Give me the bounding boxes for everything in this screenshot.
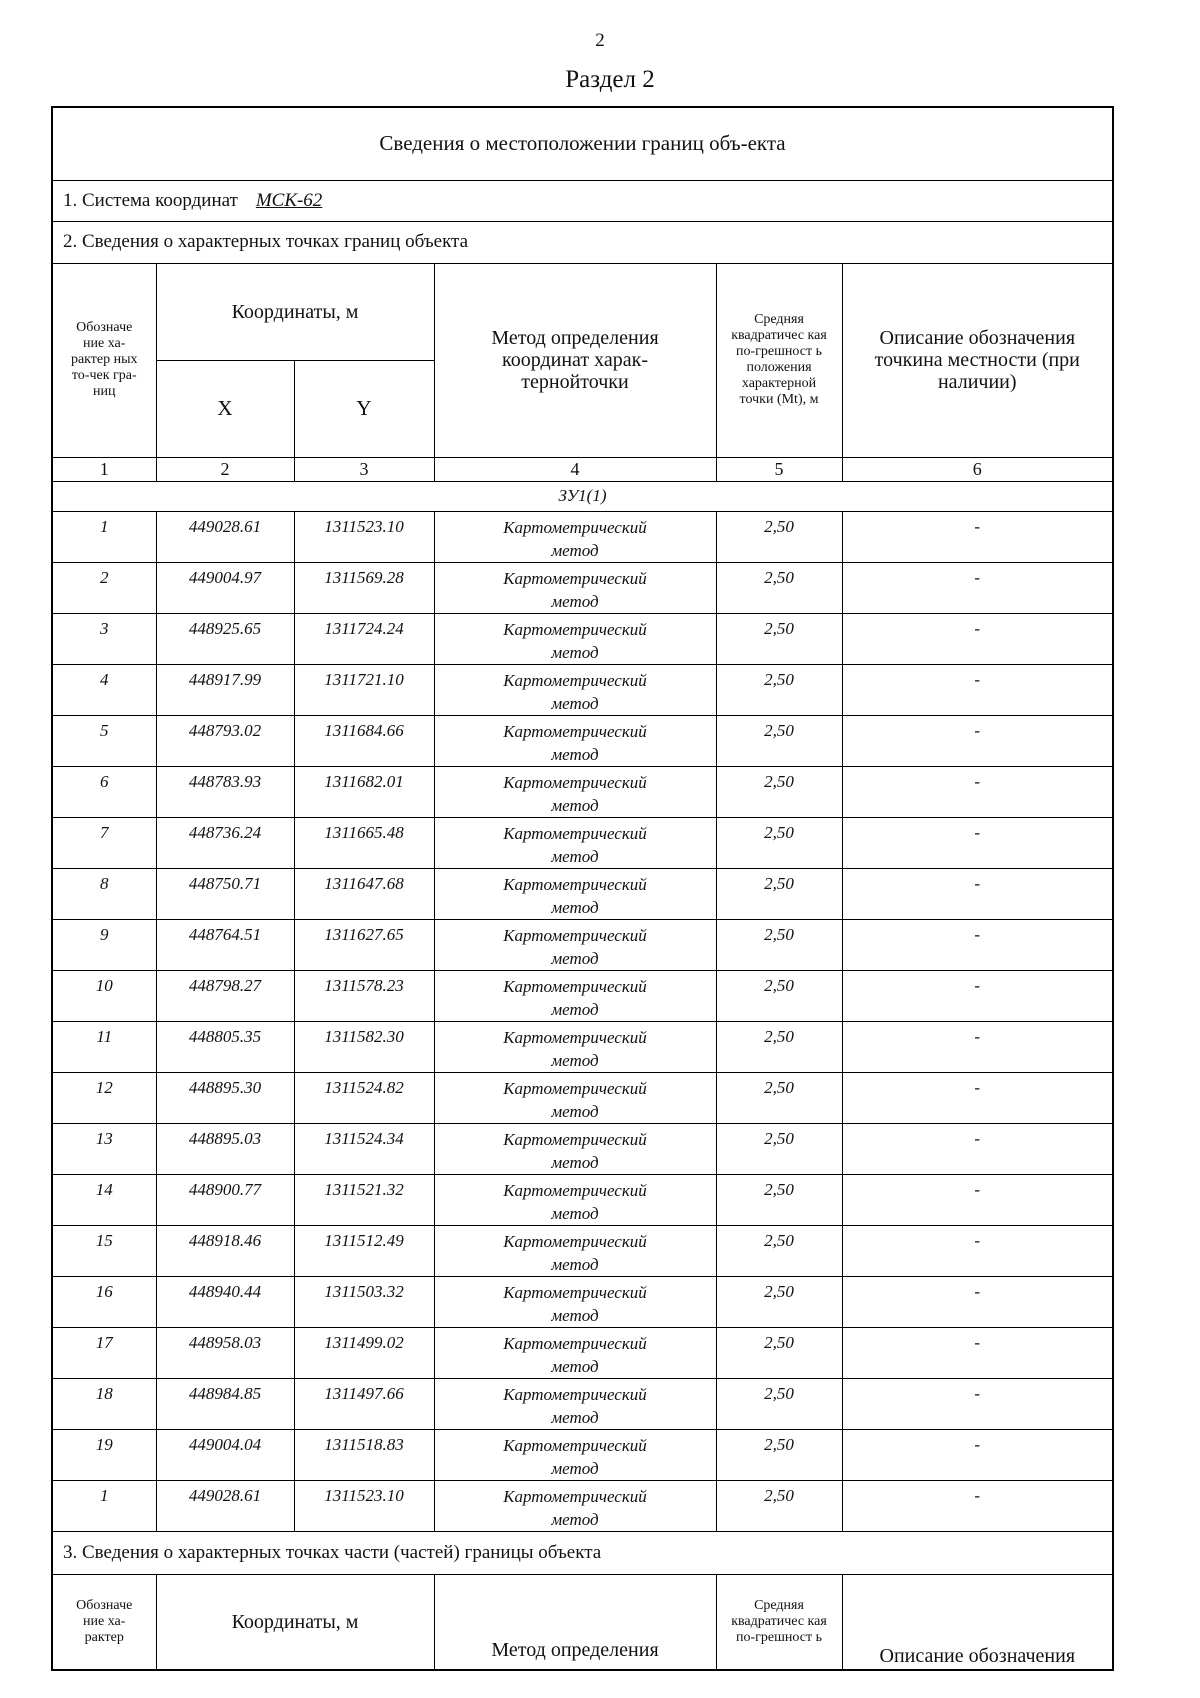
coord-y-cell [294,1429,434,1480]
method-cell [434,1174,716,1225]
point-number-cell [52,919,156,970]
mt-error-cell [716,817,842,868]
mt-error-cell [716,1276,842,1327]
coord-x: 448798.27 [188,975,262,995]
coord-y: 1311724.24 [324,618,404,638]
coord-y: 1311627.65 [324,924,404,944]
coord-x-cell [156,562,294,613]
table-row [52,1123,1113,1174]
point-description-cell [842,613,1113,664]
point-description: - [974,1128,981,1148]
mt-error-cell [716,919,842,970]
coord-x: 448895.03 [188,1128,262,1148]
coord-y: 1311682.01 [324,771,404,791]
table-row [52,1429,1113,1480]
point-description: - [974,669,981,689]
column-number: 1 [52,457,156,481]
point-number: 9 [100,924,109,944]
mt-error: 2,50 [764,1434,794,1454]
table-row [52,919,1113,970]
point-description-cell [842,1174,1113,1225]
point-number: 2 [100,567,109,587]
coord-x: 448805.35 [188,1026,262,1046]
method-cell [434,1021,716,1072]
coord-y: 1311499.02 [324,1332,404,1352]
point-number-cell [52,715,156,766]
method: Картометрический метод [503,1486,647,1529]
point-number: 3 [100,618,109,638]
table-row [52,613,1113,664]
method-cell [434,868,716,919]
point-description: - [974,1332,981,1352]
mt-error-cell [716,1225,842,1276]
table-row [52,1225,1113,1276]
method: Картометрический метод [503,874,647,917]
mt-error: 2,50 [764,1485,794,1505]
method-cell [434,715,716,766]
header-error [716,263,842,457]
table-row [52,1174,1113,1225]
coord-x: 448736.24 [188,822,262,842]
method: Картометрический метод [503,619,647,662]
mt-error: 2,50 [764,669,794,689]
point-number-cell [52,1021,156,1072]
mt-error-cell [716,664,842,715]
point-number-cell [52,1378,156,1429]
coord-x-cell [156,1378,294,1429]
point-description: - [974,873,981,893]
coord-x-cell [156,970,294,1021]
table-row [52,1480,1113,1531]
method: Картометрический метод [503,772,647,815]
header-description [842,263,1113,457]
coord-x: 448793.02 [188,720,262,740]
point-description: - [974,516,981,536]
section3-header-error-text: Средняя квадратичес кая по-грешност ь [731,1597,827,1645]
method: Картометрический метод [503,1333,647,1376]
method: Картометрический метод [503,1435,647,1478]
section-title: Раздел 2 [565,66,655,93]
header-error-text: Средняя квадратичес кая по-грешност ь положения характерной точки (Mt), м [731,312,827,407]
coord-y: 1311524.82 [324,1077,404,1097]
coord-y-cell [294,1072,434,1123]
coord-x-cell [156,766,294,817]
method: Картометрический метод [503,925,647,968]
coord-x-cell [156,1021,294,1072]
point-description-cell [842,1072,1113,1123]
mt-error: 2,50 [764,1026,794,1046]
mt-error: 2,50 [764,1281,794,1301]
point-description-cell [842,1327,1113,1378]
coord-y: 1311503.32 [324,1281,404,1301]
coord-y: 1311721.10 [324,669,404,689]
method-cell [434,817,716,868]
coord-y: 1311497.66 [324,1383,404,1403]
point-description-cell [842,1225,1113,1276]
column-number: 6 [842,457,1113,481]
coord-x: 448900.77 [188,1179,262,1199]
section3-header-designation [52,1574,156,1670]
point-description: - [974,1077,981,1097]
coord-x-cell [156,715,294,766]
coord-x: 448917.99 [188,669,262,689]
point-description: - [974,1434,981,1454]
coord-y-cell [294,817,434,868]
mt-error-cell [716,766,842,817]
section3-header-description: Описание обозначения [842,1574,1113,1670]
header-y: Y [294,360,434,457]
point-number: 4 [100,669,109,689]
coord-y-cell [294,664,434,715]
point-description: - [974,1281,981,1301]
method: Картометрический метод [503,1384,647,1427]
point-number: 11 [96,1026,113,1046]
coord-y-cell [294,970,434,1021]
point-description: - [974,822,981,842]
point-number-cell [52,868,156,919]
point-description: - [974,720,981,740]
point-number: 13 [95,1128,113,1148]
point-number-cell [52,562,156,613]
header-coords: Координаты, м [156,263,434,360]
coord-y-cell [294,1174,434,1225]
point-description-cell [842,562,1113,613]
point-number-cell [52,664,156,715]
method-cell [434,613,716,664]
point-description: - [974,1230,981,1250]
point-number: 15 [95,1230,113,1250]
coord-y: 1311523.10 [324,1485,404,1505]
point-description-cell [842,766,1113,817]
point-number-cell [52,613,156,664]
coord-y: 1311647.68 [324,873,404,893]
mt-error-cell [716,970,842,1021]
method: Картометрический метод [503,1078,647,1121]
point-description-cell [842,715,1113,766]
table-row [52,1378,1113,1429]
header-method [434,263,716,457]
table-row [52,1072,1113,1123]
point-description: - [974,771,981,791]
mt-error-cell [716,1123,842,1174]
point-number: 8 [100,873,109,893]
point-description-cell [842,1276,1113,1327]
column-number: 4 [434,457,716,481]
point-description: - [974,1485,981,1505]
group-label: ЗУ1(1) [52,481,1113,511]
point-description-cell [842,511,1113,562]
point-description-cell [842,817,1113,868]
point-number-cell [52,1480,156,1531]
coord-y-cell [294,562,434,613]
coord-y: 1311665.48 [324,822,404,842]
mt-error: 2,50 [764,720,794,740]
method-cell [434,1276,716,1327]
method-cell [434,1480,716,1531]
method-cell [434,1327,716,1378]
header-method-text: Метод определения координат харак-тернойточки [491,327,659,393]
point-description-cell [842,919,1113,970]
point-description-cell [842,1378,1113,1429]
coord-y-cell [294,1021,434,1072]
method: Картометрический метод [503,568,647,611]
mt-error-cell [716,1378,842,1429]
point-description-cell [842,868,1113,919]
mt-error-cell [716,562,842,613]
method: Картометрический метод [503,670,647,713]
point-description-cell [842,1021,1113,1072]
mt-error-cell [716,511,842,562]
coord-y-cell [294,1327,434,1378]
mt-error: 2,50 [764,1128,794,1148]
point-number: 12 [95,1077,113,1097]
table-row [52,817,1113,868]
coord-y-cell [294,1123,434,1174]
point-number-cell [52,1429,156,1480]
page-number: 2 [595,30,605,51]
coord-y-cell [294,1378,434,1429]
mt-error: 2,50 [764,1077,794,1097]
point-description-cell [842,1429,1113,1480]
point-number: 1 [100,516,109,536]
coord-x: 449028.61 [188,1485,262,1505]
coord-x: 448918.46 [188,1230,262,1250]
point-description: - [974,1383,981,1403]
coord-y: 1311521.32 [324,1179,404,1199]
coord-y-cell [294,715,434,766]
section3-header-coords: Координаты, м [156,1574,434,1670]
coord-x-cell [156,1174,294,1225]
coord-y-cell [294,613,434,664]
point-number-cell [52,1174,156,1225]
method: Картометрический метод [503,721,647,764]
table-row [52,511,1113,562]
mt-error-cell [716,1174,842,1225]
coord-system-value: МСК-62 [255,189,323,211]
mt-error: 2,50 [764,873,794,893]
coord-y: 1311524.34 [324,1128,404,1148]
mt-error: 2,50 [764,924,794,944]
mt-error: 2,50 [764,1383,794,1403]
mt-error: 2,50 [764,567,794,587]
section3-header-designation-text: Обозначе ние ха-рактер [76,1597,133,1645]
mt-error: 2,50 [764,516,794,536]
mt-error-cell [716,715,842,766]
section3-header-method: Метод определения [434,1574,716,1670]
point-number: 19 [95,1434,113,1454]
method: Картометрический метод [503,1027,647,1070]
method-cell [434,664,716,715]
point-number-cell [52,511,156,562]
coord-x: 449004.97 [188,567,262,587]
coord-x: 448984.85 [188,1383,262,1403]
method-cell [434,1072,716,1123]
point-number: 14 [95,1179,113,1199]
point-description: - [974,1179,981,1199]
section2-title: 2. Сведения о характерных точках границ объекта [52,221,1113,263]
column-number: 2 [156,457,294,481]
table-row [52,1276,1113,1327]
method-cell [434,511,716,562]
coord-y: 1311684.66 [324,720,404,740]
method: Картометрический метод [503,976,647,1019]
coord-x-cell [156,1276,294,1327]
coord-x: 448940.44 [188,1281,262,1301]
section3-title: 3. Сведения о характерных точках части (частей) границы объекта [52,1531,1113,1574]
coord-x: 448925.65 [188,618,262,638]
coord-x-cell [156,868,294,919]
column-number: 5 [716,457,842,481]
coord-x-cell [156,817,294,868]
point-description: - [974,924,981,944]
coord-x-cell [156,1072,294,1123]
mt-error-cell [716,1429,842,1480]
point-number: 16 [95,1281,113,1301]
coord-x: 449028.61 [188,516,262,536]
point-number-cell [52,1072,156,1123]
method-cell [434,1123,716,1174]
method-cell [434,919,716,970]
method-cell [434,562,716,613]
point-number-cell [52,766,156,817]
mt-error: 2,50 [764,1179,794,1199]
header-description-text: Описание обозначения точкина местности (при наличии) [874,327,1080,393]
coord-y: 1311523.10 [324,516,404,536]
point-number: 18 [95,1383,113,1403]
table-row [52,970,1113,1021]
coord-y: 1311582.30 [324,1026,404,1046]
method: Картометрический метод [503,1180,647,1223]
point-number-cell [52,1225,156,1276]
point-number-cell [52,1276,156,1327]
boundary-table [51,106,1114,1671]
point-number-cell [52,1327,156,1378]
mt-error: 2,50 [764,1230,794,1250]
point-number-cell [52,970,156,1021]
coord-y: 1311512.49 [324,1230,404,1250]
method: Картометрический метод [503,1231,647,1274]
coord-system-label: 1. Система координат [63,189,238,211]
coord-x: 449004.04 [188,1434,262,1454]
coord-x-cell [156,511,294,562]
method-cell [434,1225,716,1276]
coord-x-cell [156,1123,294,1174]
coord-y-cell [294,1480,434,1531]
coord-y-cell [294,919,434,970]
point-number: 10 [95,975,113,995]
coord-y-cell [294,868,434,919]
coord-x-cell [156,1480,294,1531]
table-row [52,868,1113,919]
table-row [52,715,1113,766]
point-description: - [974,975,981,995]
coord-y: 1311578.23 [324,975,404,995]
mt-error-cell [716,613,842,664]
header-x: X [156,360,294,457]
method: Картометрический метод [503,1129,647,1172]
method: Картометрический метод [503,823,647,866]
method-cell [434,1378,716,1429]
point-description-cell [842,1123,1113,1174]
coord-y: 1311518.83 [324,1434,404,1454]
point-description-cell [842,970,1113,1021]
mt-error-cell [716,1327,842,1378]
mt-error-cell [716,868,842,919]
point-number: 7 [100,822,109,842]
mt-error-cell [716,1021,842,1072]
mt-error-cell [716,1072,842,1123]
block-title-cell [52,107,1113,180]
mt-error-cell [716,1480,842,1531]
coord-x-cell [156,664,294,715]
header-designation [52,263,156,457]
table-row [52,766,1113,817]
point-number-cell [52,817,156,868]
coord-x: 448750.71 [188,873,262,893]
coord-x-cell [156,919,294,970]
coord-y-cell [294,1276,434,1327]
point-number: 6 [100,771,109,791]
point-description: - [974,618,981,638]
mt-error: 2,50 [764,771,794,791]
coord-x: 448895.30 [188,1077,262,1097]
coord-x: 448958.03 [188,1332,262,1352]
method-cell [434,970,716,1021]
mt-error: 2,50 [764,1332,794,1352]
coord-x-cell [156,1327,294,1378]
coord-y-cell [294,1225,434,1276]
point-number: 1 [100,1485,109,1505]
point-number-cell [52,1123,156,1174]
block-title: Сведения о местоположении границ объ-екта [379,131,786,156]
mt-error: 2,50 [764,618,794,638]
table-row [52,1327,1113,1378]
coord-x-cell [156,613,294,664]
header-designation-text: Обозначе ние ха-рактер ных то-чек гра-ниц [70,320,138,399]
point-description-cell [842,664,1113,715]
coord-x-cell [156,1225,294,1276]
method-cell [434,766,716,817]
table-row [52,562,1113,613]
section3-header-error [716,1574,842,1670]
coord-system-row [52,180,1113,221]
point-number: 5 [100,720,109,740]
coord-x: 448783.93 [188,771,262,791]
column-number: 3 [294,457,434,481]
coord-y-cell [294,511,434,562]
point-number: 17 [95,1332,113,1352]
method: Картометрический метод [503,517,647,560]
coord-x: 448764.51 [188,924,262,944]
mt-error: 2,50 [764,822,794,842]
coord-y-cell [294,766,434,817]
point-description-cell [842,1480,1113,1531]
method: Картометрический метод [503,1282,647,1325]
point-description: - [974,1026,981,1046]
coord-y: 1311569.28 [324,567,404,587]
point-description: - [974,567,981,587]
mt-error: 2,50 [764,975,794,995]
coord-x-cell [156,1429,294,1480]
table-row [52,1021,1113,1072]
table-row [52,664,1113,715]
method-cell [434,1429,716,1480]
